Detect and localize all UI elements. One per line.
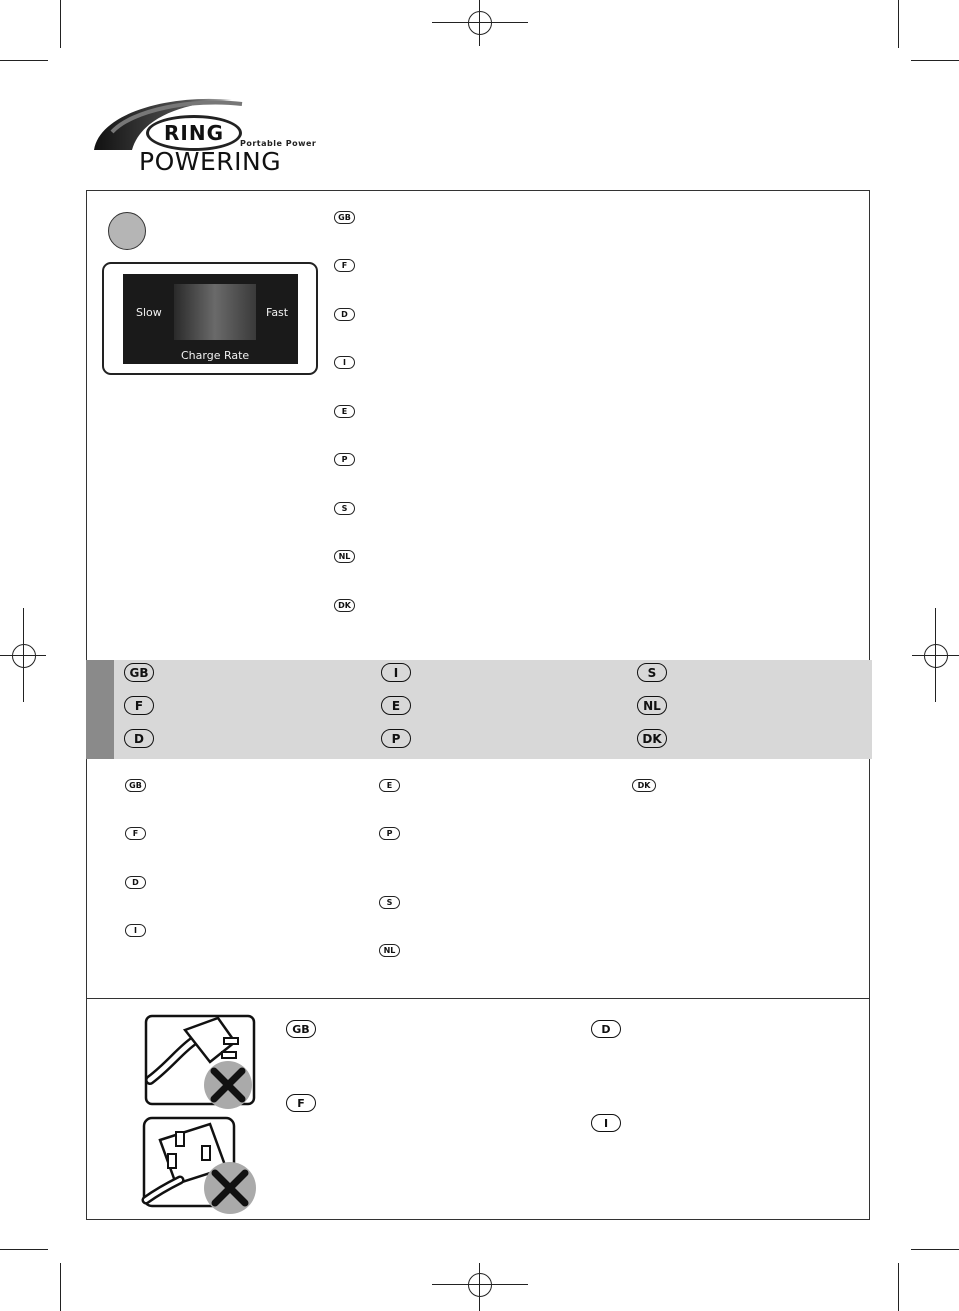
band-lang-e: E — [381, 696, 411, 715]
lang-badge-p: P — [334, 453, 355, 466]
logo-tagline: Portable Power — [240, 139, 317, 148]
band-lang-dk: DK — [637, 729, 667, 748]
crop-mark — [911, 1249, 959, 1250]
crop-mark — [0, 60, 48, 61]
s3-lang-dk: DK — [632, 779, 656, 792]
display-charge-rate-label: Charge Rate — [181, 349, 250, 362]
display-fast-label: Fast — [266, 306, 289, 319]
lang-badge-gb: GB — [334, 211, 355, 224]
s3-lang-i: I — [125, 924, 146, 937]
s3-lang-nl: NL — [379, 944, 400, 957]
s4-lang-d: D — [591, 1020, 621, 1038]
s3-lang-s: S — [379, 896, 400, 909]
s3-lang-e: E — [379, 779, 400, 792]
band-lang-d: D — [124, 729, 154, 748]
logo-ring-text: RING — [146, 115, 242, 151]
crop-mark — [898, 0, 899, 48]
band-lang-nl: NL — [637, 696, 667, 715]
band-lang-i: I — [381, 663, 411, 682]
charge-rate-gradient-bar — [174, 284, 256, 340]
band-lang-s: S — [637, 663, 667, 682]
band-lang-f: F — [124, 696, 154, 715]
s3-lang-gb: GB — [125, 779, 146, 792]
euro-plug-crossed-icon — [140, 1010, 262, 1110]
band-lang-p: P — [381, 729, 411, 748]
s3-lang-p: P — [379, 827, 400, 840]
lang-badge-e: E — [334, 405, 355, 418]
s4-lang-gb: GB — [286, 1020, 316, 1038]
crop-mark — [60, 1263, 61, 1311]
language-band — [86, 660, 872, 759]
display-slow-label: Slow — [136, 306, 162, 319]
lang-badge-i: I — [334, 356, 355, 369]
lang-badge-s: S — [334, 502, 355, 515]
crop-mark — [0, 1249, 48, 1250]
s4-lang-i: I — [591, 1114, 621, 1132]
crop-mark — [898, 1263, 899, 1311]
section-divider — [86, 998, 870, 999]
lang-badge-dk: DK — [334, 599, 355, 612]
step-circle-badge — [108, 212, 146, 250]
s3-lang-f: F — [125, 827, 146, 840]
language-band-accent — [86, 660, 114, 759]
lang-badge-f: F — [334, 259, 355, 272]
uk-plug-crossed-icon — [140, 1112, 262, 1216]
lang-badge-nl: NL — [334, 550, 355, 563]
logo-powering: POWERING — [139, 147, 282, 176]
s4-lang-f: F — [286, 1094, 316, 1112]
crop-mark — [911, 60, 959, 61]
crop-mark — [60, 0, 61, 48]
lang-badge-d: D — [334, 308, 355, 321]
s3-lang-d: D — [125, 876, 146, 889]
band-lang-gb: GB — [124, 663, 154, 682]
